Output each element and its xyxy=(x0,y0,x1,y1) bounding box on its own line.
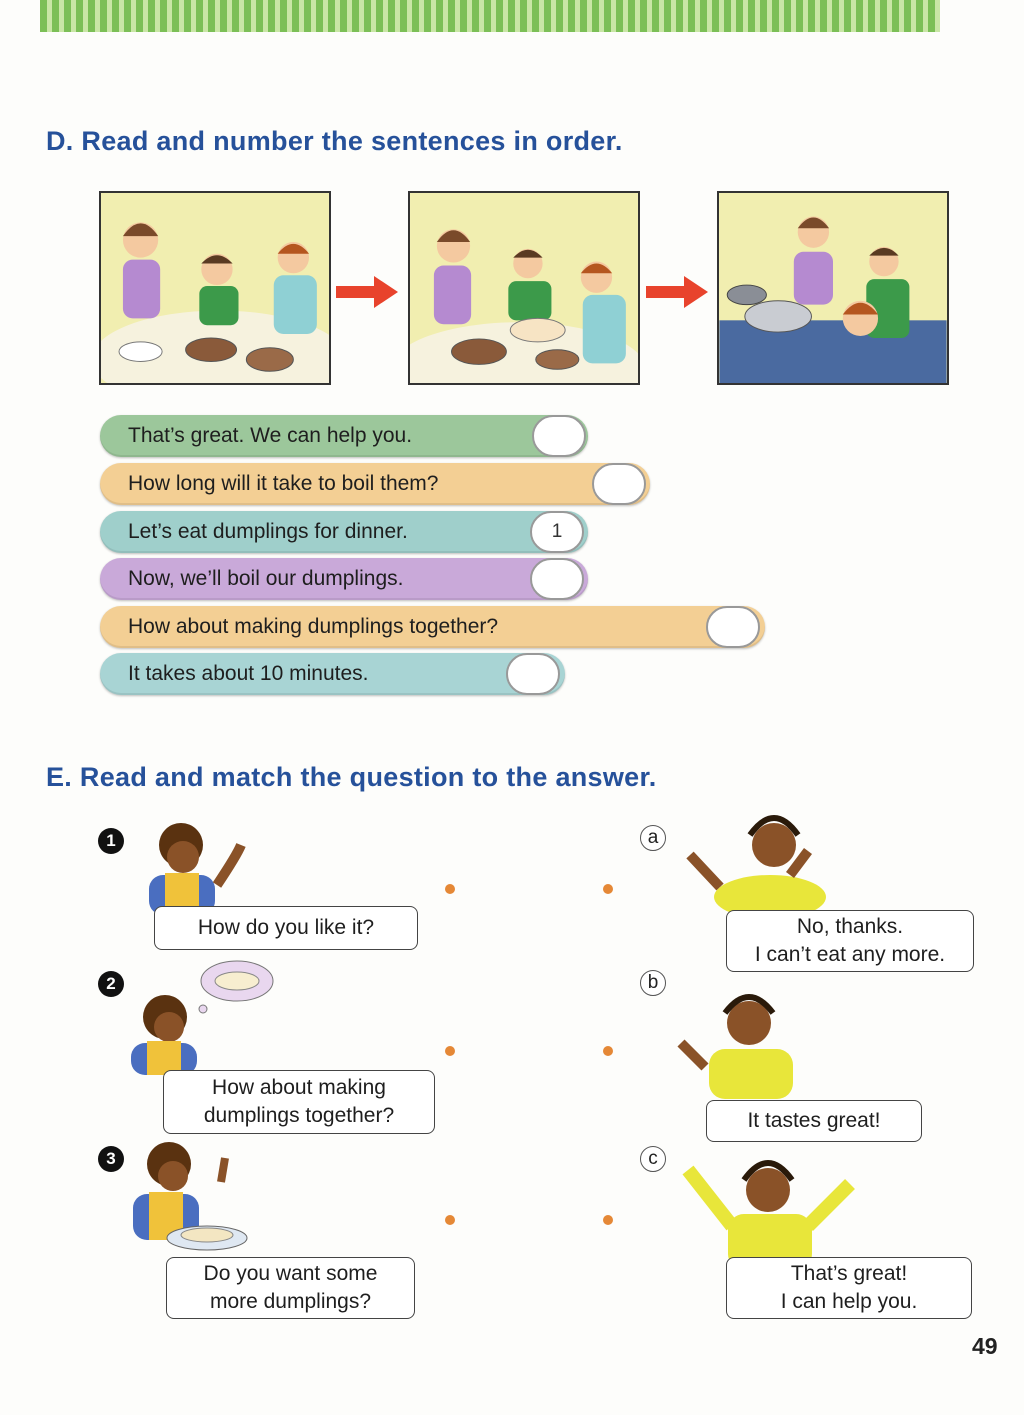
question-line: Do you want some xyxy=(203,1262,378,1285)
sentence-text: How long will it take to boil them? xyxy=(128,472,439,495)
match-dot[interactable] xyxy=(445,1215,455,1225)
question-line: How do you like it? xyxy=(197,916,375,939)
answer-line: No, thanks. xyxy=(796,915,904,938)
answer-line: It tastes great! xyxy=(747,1109,881,1132)
match-dot[interactable] xyxy=(603,1215,613,1225)
boy-with-plate-figure xyxy=(125,1138,255,1258)
answer-bubble xyxy=(726,1257,972,1319)
question-marker: 3 xyxy=(98,1146,124,1172)
question-line: more dumplings? xyxy=(209,1290,372,1313)
question-marker: 1 xyxy=(98,828,124,854)
question-line: dumplings together? xyxy=(203,1104,395,1127)
comic-panel-1 xyxy=(99,191,331,385)
order-number-field[interactable] xyxy=(706,606,760,648)
header-stripe xyxy=(40,0,940,32)
question-line: How about making xyxy=(212,1076,386,1099)
order-number-field[interactable]: 1 xyxy=(530,511,584,553)
arrow-icon xyxy=(334,272,400,312)
order-number-field[interactable] xyxy=(530,558,584,600)
answer-bubble xyxy=(726,910,974,972)
answer-marker: c xyxy=(640,1146,666,1172)
match-dot[interactable] xyxy=(603,884,613,894)
sentence-text: It takes about 10 minutes. xyxy=(128,662,369,685)
answer-bubble xyxy=(706,1100,922,1142)
sentence-strip xyxy=(100,606,765,648)
question-bubble xyxy=(163,1070,435,1134)
order-number-field[interactable] xyxy=(506,653,560,695)
page-number: 49 xyxy=(972,1333,998,1359)
match-dot[interactable] xyxy=(445,884,455,894)
sentence-text: That’s great. We can help you. xyxy=(128,424,413,447)
girl-refusing-figure xyxy=(680,805,840,915)
answer-marker: b xyxy=(640,970,666,996)
answer-line: I can help you. xyxy=(780,1290,918,1313)
answer-line: I can’t eat any more. xyxy=(754,943,946,966)
section-e-title: E. Read and match the question to the answer. xyxy=(46,762,657,792)
match-dot[interactable] xyxy=(603,1046,613,1056)
order-number-field[interactable] xyxy=(592,463,646,505)
order-number-field[interactable] xyxy=(532,415,586,457)
girl-cheering-figure xyxy=(668,1150,868,1270)
sentence-strip xyxy=(100,415,588,457)
comic-panel-2 xyxy=(408,191,640,385)
sentence-strip xyxy=(100,463,650,505)
answer-line: That’s great! xyxy=(790,1262,908,1285)
girl-thumbs-up-figure xyxy=(665,985,805,1100)
sentence-text: Let’s eat dumplings for dinner. xyxy=(128,520,408,543)
answer-marker: a xyxy=(640,825,666,851)
sentence-strip xyxy=(100,511,588,553)
question-marker: 2 xyxy=(98,971,124,997)
comic-panel-3 xyxy=(717,191,949,385)
sentence-text: How about making dumplings together? xyxy=(128,615,499,638)
arrow-icon xyxy=(644,272,710,312)
boy-figure xyxy=(145,815,255,915)
sentence-strip xyxy=(100,558,588,600)
sentence-text: Now, we’ll boil our dumplings. xyxy=(128,567,404,590)
question-bubble xyxy=(166,1257,415,1319)
section-d-title: D. Read and number the sentences in order. xyxy=(46,126,623,156)
boy-thinking-figure xyxy=(125,955,275,1075)
match-dot[interactable] xyxy=(445,1046,455,1056)
question-bubble xyxy=(154,906,418,950)
sentence-strip xyxy=(100,653,565,695)
